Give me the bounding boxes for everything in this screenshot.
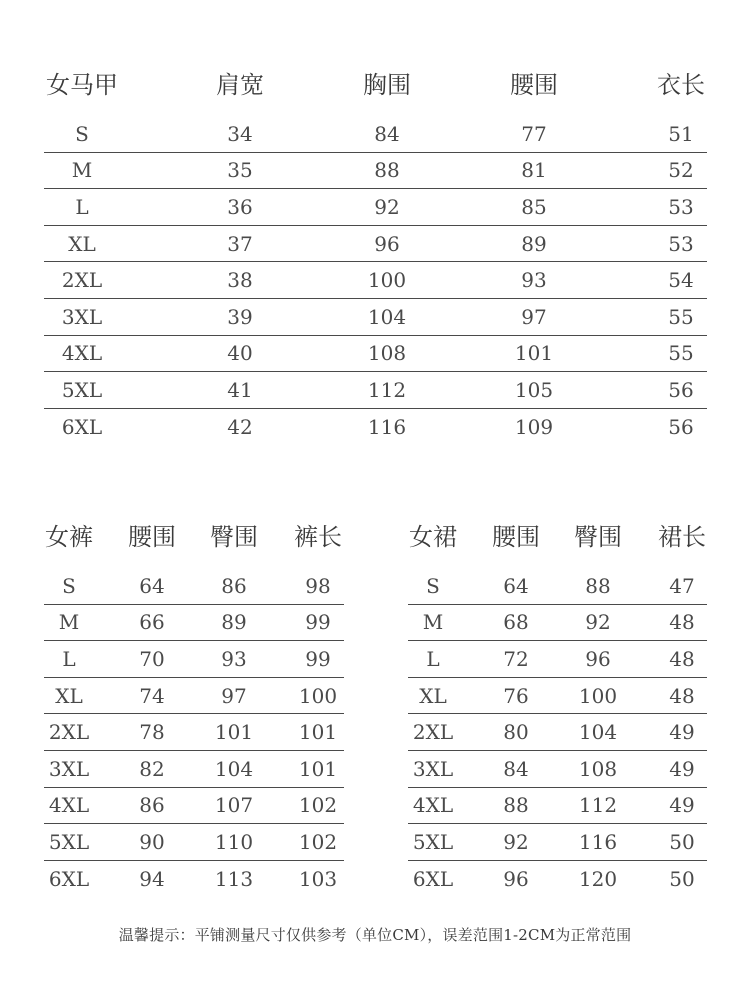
size-label: XL <box>68 231 96 256</box>
measurement-value: 39 <box>227 304 253 329</box>
measurement-value: 102 <box>298 829 338 854</box>
measurement-value: 80 <box>503 720 529 745</box>
table-row <box>44 605 344 642</box>
table-row <box>44 861 344 898</box>
measurement-value: 94 <box>139 867 165 892</box>
measurement-value: 88 <box>585 573 611 598</box>
size-label: 3XL <box>412 756 454 781</box>
pants-table-body <box>44 568 344 897</box>
measurement-value: 112 <box>578 793 618 818</box>
size-label: 6XL <box>48 867 90 892</box>
size-label: 5XL <box>61 377 103 402</box>
table-row <box>44 751 344 788</box>
skirt-table-body <box>408 568 707 897</box>
table-row <box>44 262 707 299</box>
measurement-value: 93 <box>221 646 247 671</box>
measurement-value: 78 <box>139 720 165 745</box>
table-row <box>408 568 707 605</box>
measurement-value: 49 <box>669 720 695 745</box>
measurement-value: 108 <box>367 341 407 366</box>
table-row <box>44 568 344 605</box>
table-row <box>408 641 707 678</box>
measurement-value: 120 <box>578 867 618 892</box>
measurement-value: 101 <box>514 341 554 366</box>
measurement-value: 84 <box>374 121 400 146</box>
measurement-value: 55 <box>668 304 694 329</box>
pants-header-cell: 女裤 <box>45 522 93 551</box>
measurement-value: 35 <box>227 158 253 183</box>
measurement-value: 55 <box>668 341 694 366</box>
size-label: M <box>422 610 444 635</box>
measurement-value: 96 <box>503 867 529 892</box>
measurement-value: 52 <box>668 158 694 183</box>
measurement-value: 112 <box>367 377 407 402</box>
measurement-value: 85 <box>521 194 547 219</box>
size-label: L <box>426 646 440 671</box>
footer-note: 温馨提示：平铺测量尺寸仅供参考（单位CM），误差范围1-2CM为正常范围 <box>118 926 632 944</box>
size-label: 2XL <box>412 720 454 745</box>
measurement-value: 100 <box>298 683 338 708</box>
measurement-value: 109 <box>514 415 554 440</box>
vest-header-cell: 衣长 <box>657 70 705 99</box>
measurement-value: 105 <box>514 377 554 402</box>
measurement-value: 68 <box>503 610 529 635</box>
measurement-value: 51 <box>668 121 694 146</box>
table-row <box>408 678 707 715</box>
measurement-value: 89 <box>221 610 247 635</box>
measurement-value: 40 <box>227 341 253 366</box>
measurement-value: 86 <box>221 573 247 598</box>
measurement-value: 56 <box>668 415 694 440</box>
measurement-value: 42 <box>227 415 253 440</box>
vest-header-cell: 胸围 <box>363 70 411 99</box>
size-label: S <box>75 121 89 146</box>
measurement-value: 98 <box>305 573 331 598</box>
measurement-value: 41 <box>227 377 253 402</box>
measurement-value: 48 <box>669 683 695 708</box>
measurement-value: 64 <box>139 573 165 598</box>
pants-header-cell: 臀围 <box>210 522 258 551</box>
measurement-value: 92 <box>585 610 611 635</box>
size-label: 4XL <box>412 793 454 818</box>
size-label: L <box>62 646 76 671</box>
measurement-value: 99 <box>305 610 331 635</box>
measurement-value: 64 <box>503 573 529 598</box>
size-label: 5XL <box>412 829 454 854</box>
size-label: 5XL <box>48 829 90 854</box>
table-row <box>44 299 707 336</box>
measurement-value: 48 <box>669 610 695 635</box>
pants-header-cell: 腰围 <box>128 522 176 551</box>
measurement-value: 70 <box>139 646 165 671</box>
size-label: 4XL <box>61 341 103 366</box>
measurement-value: 116 <box>367 415 407 440</box>
size-label: 2XL <box>61 268 103 293</box>
measurement-value: 100 <box>367 268 407 293</box>
measurement-value: 92 <box>374 194 400 219</box>
measurement-value: 56 <box>668 377 694 402</box>
measurement-value: 88 <box>503 793 529 818</box>
table-row <box>408 824 707 861</box>
measurement-value: 108 <box>578 756 618 781</box>
pants-size-table <box>44 514 344 897</box>
table-row <box>44 372 707 409</box>
measurement-value: 50 <box>669 867 695 892</box>
measurement-value: 37 <box>227 231 253 256</box>
table-row <box>408 861 707 898</box>
measurement-value: 103 <box>298 867 338 892</box>
table-row <box>44 714 344 751</box>
measurement-value: 34 <box>227 121 253 146</box>
measurement-value: 96 <box>585 646 611 671</box>
measurement-value: 93 <box>521 268 547 293</box>
vest-header-cell: 肩宽 <box>216 70 264 99</box>
measurement-value: 66 <box>139 610 165 635</box>
table-row <box>44 153 707 190</box>
measurement-value: 107 <box>214 793 254 818</box>
pants-header-row <box>44 514 344 554</box>
measurement-value: 102 <box>298 793 338 818</box>
skirt-header-cell: 腰围 <box>492 522 540 551</box>
measurement-value: 53 <box>668 194 694 219</box>
table-row <box>44 641 344 678</box>
size-label: 4XL <box>48 793 90 818</box>
table-row <box>44 678 344 715</box>
measurement-value: 92 <box>503 829 529 854</box>
size-label: 3XL <box>48 756 90 781</box>
skirt-header-cell: 裙长 <box>658 522 706 551</box>
measurement-value: 53 <box>668 231 694 256</box>
measurement-value: 50 <box>669 829 695 854</box>
table-row <box>44 189 707 226</box>
size-label: 6XL <box>61 415 103 440</box>
vest-header-cell: 女马甲 <box>46 70 118 99</box>
size-label: S <box>426 573 440 598</box>
measurement-value: 101 <box>214 720 254 745</box>
measurement-value: 86 <box>139 793 165 818</box>
measurement-value: 81 <box>521 158 547 183</box>
skirt-header-cell: 女裙 <box>409 522 457 551</box>
measurement-value: 90 <box>139 829 165 854</box>
measurement-value: 104 <box>367 304 407 329</box>
pants-header-cell: 裤长 <box>294 522 342 551</box>
measurement-value: 84 <box>503 756 529 781</box>
size-label: S <box>62 573 76 598</box>
table-row <box>408 788 707 825</box>
size-label: XL <box>419 683 447 708</box>
measurement-value: 36 <box>227 194 253 219</box>
vest-table-body <box>44 116 707 445</box>
vest-header-row <box>44 62 707 102</box>
measurement-value: 101 <box>298 720 338 745</box>
measurement-value: 104 <box>578 720 618 745</box>
measurement-value: 97 <box>221 683 247 708</box>
table-row <box>44 116 707 153</box>
table-row <box>44 226 707 263</box>
skirt-size-table <box>408 514 707 897</box>
measurement-value: 47 <box>669 573 695 598</box>
measurement-value: 110 <box>214 829 254 854</box>
measurement-value: 99 <box>305 646 331 671</box>
table-row <box>44 824 344 861</box>
measurement-value: 72 <box>503 646 529 671</box>
table-row <box>44 788 344 825</box>
measurement-value: 82 <box>139 756 165 781</box>
size-label: L <box>75 194 89 219</box>
measurement-value: 54 <box>668 268 694 293</box>
measurement-value: 77 <box>521 121 547 146</box>
measurement-value: 76 <box>503 683 529 708</box>
size-label: XL <box>55 683 83 708</box>
table-row <box>408 751 707 788</box>
measurement-value: 116 <box>578 829 618 854</box>
measurement-value: 49 <box>669 756 695 781</box>
vest-header-cell: 腰围 <box>510 70 558 99</box>
vest-size-table <box>44 62 707 445</box>
measurement-value: 101 <box>298 756 338 781</box>
measurement-value: 113 <box>214 867 254 892</box>
table-row <box>44 336 707 373</box>
measurement-value: 89 <box>521 231 547 256</box>
measurement-value: 48 <box>669 646 695 671</box>
measurement-value: 38 <box>227 268 253 293</box>
measurement-value: 74 <box>139 683 165 708</box>
measurement-value: 100 <box>578 683 618 708</box>
measurement-value: 88 <box>374 158 400 183</box>
skirt-header-cell: 臀围 <box>574 522 622 551</box>
size-label: 6XL <box>412 867 454 892</box>
measurement-value: 96 <box>374 231 400 256</box>
size-label: M <box>71 158 93 183</box>
measurement-value: 49 <box>669 793 695 818</box>
skirt-header-row <box>408 514 707 554</box>
size-label: 3XL <box>61 304 103 329</box>
table-row <box>44 409 707 446</box>
table-row <box>408 605 707 642</box>
measurement-value: 97 <box>521 304 547 329</box>
size-label: 2XL <box>48 720 90 745</box>
size-label: M <box>58 610 80 635</box>
table-row <box>408 714 707 751</box>
measurement-value: 104 <box>214 756 254 781</box>
